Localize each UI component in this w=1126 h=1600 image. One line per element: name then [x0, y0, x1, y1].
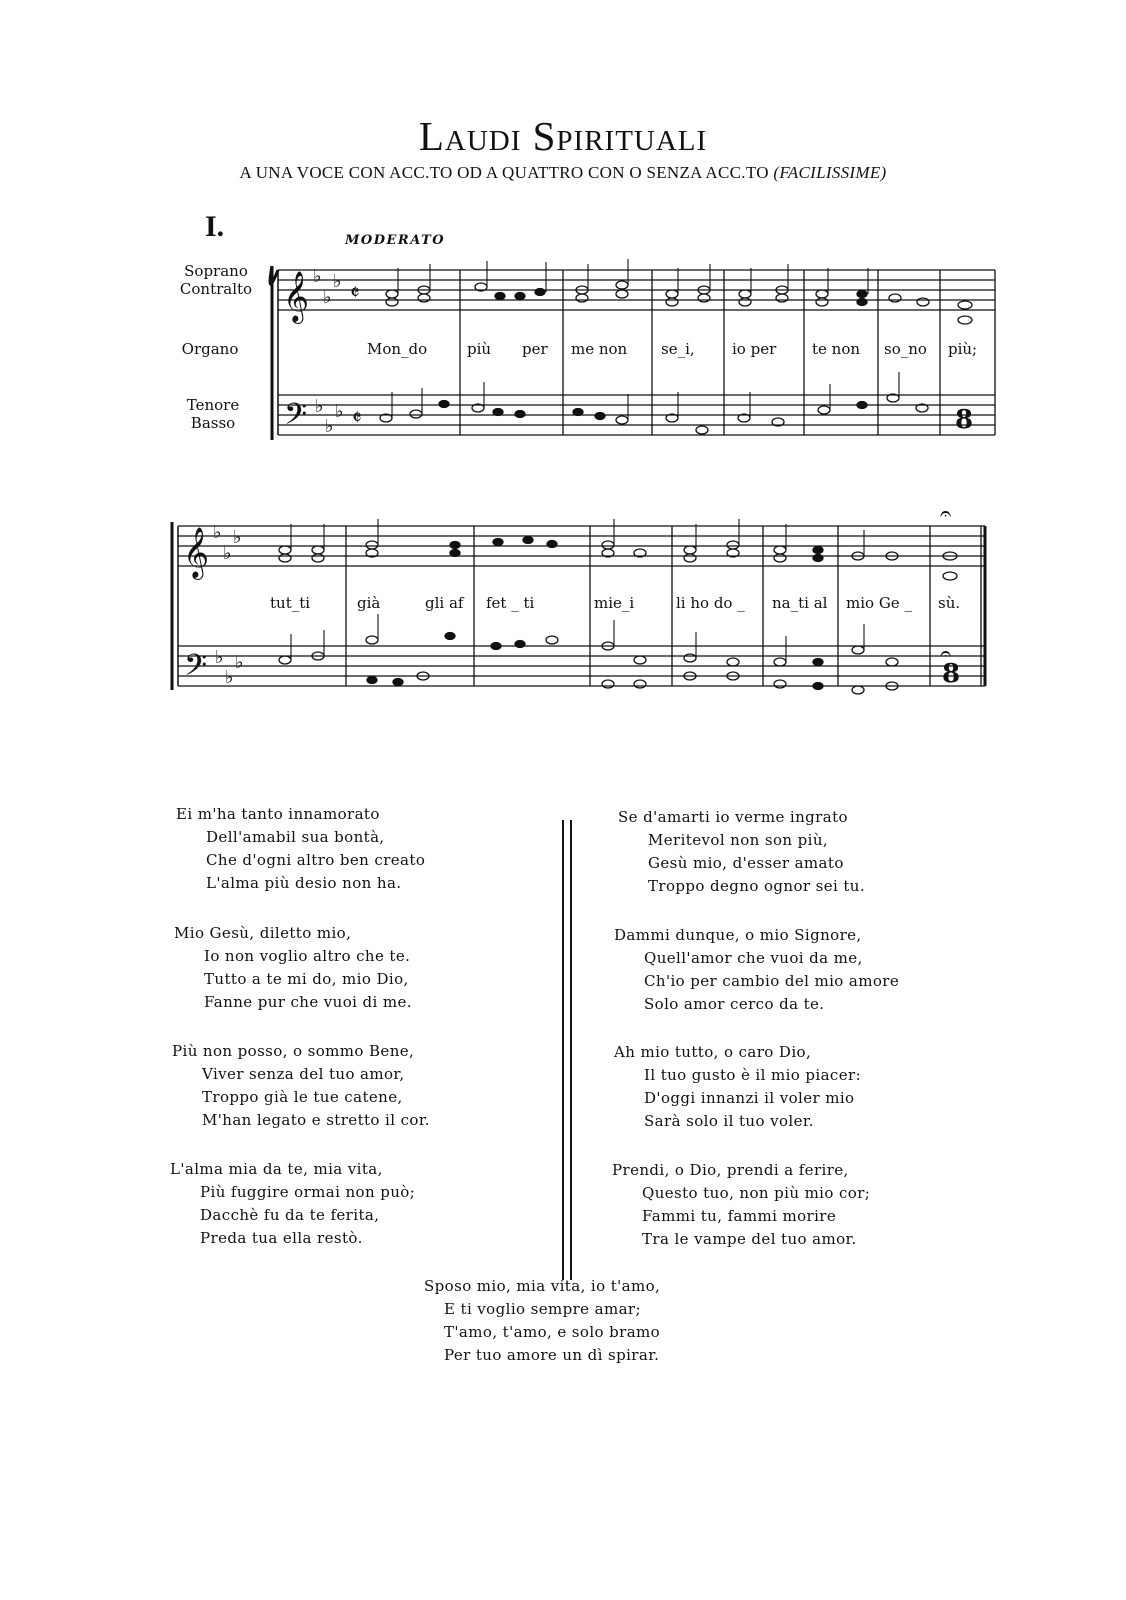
bass-clef-2: 𝄢	[184, 649, 208, 690]
verse-line: Dammi dunque, o mio Signore,	[614, 926, 862, 944]
verse-line: Preda tua ella restò.	[200, 1229, 363, 1247]
flat-4: ♭	[315, 396, 324, 417]
lyric-2-3: gli af	[425, 594, 464, 612]
lyric-2-4: fet _ ti	[486, 594, 535, 612]
flat-9: ♭	[233, 527, 242, 548]
verse-line: Ei m'ha tanto innamorato	[176, 805, 380, 823]
flat-6: ♭	[335, 401, 344, 422]
time-signature-2: 𝄵	[352, 406, 362, 431]
bass-staff-1	[278, 395, 995, 435]
verse-line: Io non voglio altro che te.	[204, 947, 411, 965]
final-chord-2: 8	[942, 659, 961, 689]
column-divider	[562, 820, 572, 1280]
fermata-bottom: 𝄐	[940, 641, 952, 665]
flat-3: ♭	[333, 271, 342, 292]
page-title: Laudi Spirituali	[418, 113, 708, 159]
stanza-right-2	[614, 924, 899, 1016]
label-contralto: Contralto	[179, 280, 253, 298]
music-score	[0, 0, 1126, 760]
verse-line: Questo tuo, non più mio cor;	[642, 1184, 871, 1202]
treble-staff-1	[278, 270, 995, 310]
subtitle-text: A UNA VOCE CON ACC.TO OD A QUATTRO CON O SENZA ACC.TO	[239, 163, 769, 182]
stanza-final	[424, 1275, 660, 1367]
verse-line: Troppo già le tue catene,	[202, 1088, 403, 1106]
verse-line: Viver senza del tuo amor,	[202, 1065, 405, 1083]
verse-line: M'han legato e stretto il cor.	[202, 1111, 430, 1129]
fermata-top: 𝄐	[940, 501, 952, 525]
verse-line: Ch'io per cambio del mio amore	[644, 972, 900, 990]
label-bass: Basso	[190, 414, 236, 432]
verse-line: Dacchè fu da te ferita,	[200, 1206, 380, 1224]
subtitle-italic: (FACILISSIME)	[773, 163, 887, 182]
lyric-2-7: na_ti al	[772, 594, 828, 612]
verse-line: Fanne pur che vuoi di me.	[204, 993, 412, 1011]
verse-line: Dell'amabil sua bontà,	[206, 828, 385, 846]
final-chord-1: 8	[955, 405, 974, 435]
stanza-right-1	[618, 806, 865, 898]
verse-line: Ah mio tutto, o caro Dio,	[614, 1043, 812, 1061]
verse-line: L'alma mia da te, mia vita,	[170, 1160, 383, 1178]
label-organ: Organo	[181, 340, 239, 358]
flat-8: ♭	[223, 543, 232, 564]
lyric-1-8: so_no	[884, 340, 927, 358]
lyric-1-7: te non	[812, 340, 861, 358]
verse-line: Il tuo gusto è il mio piacer:	[644, 1066, 862, 1084]
verse-line: Sarà solo il tuo voler.	[644, 1112, 814, 1130]
verse-line: Troppo degno ognor sei tu.	[648, 877, 866, 895]
stanza-left-1	[176, 803, 425, 895]
flat-12: ♭	[235, 652, 244, 673]
verse-line: Più fuggire ormai non può;	[200, 1183, 416, 1201]
verse-line: Tra le vampe del tuo amor.	[642, 1230, 857, 1248]
verse-line: Che d'ogni altro ben creato	[206, 851, 426, 869]
lyric-1-4: me non	[571, 340, 628, 358]
flat-2: ♭	[323, 287, 332, 308]
label-soprano: Soprano	[184, 262, 248, 280]
verse-line: Prendi, o Dio, prendi a ferire,	[612, 1161, 849, 1179]
verse-line: T'amo, t'amo, e solo bramo	[444, 1323, 661, 1341]
verse-line: Solo amor cerco da te.	[644, 995, 825, 1013]
stanza-left-3	[172, 1040, 430, 1132]
stanza-right-4	[612, 1159, 870, 1251]
flat-10: ♭	[215, 647, 224, 668]
verse-line: Fammi tu, fammi morire	[642, 1207, 837, 1225]
stanza-right-3	[614, 1041, 861, 1133]
verse-line: Sposo mio, mia vita, io t'amo,	[424, 1277, 661, 1295]
lyric-1-5: se_i,	[661, 340, 695, 358]
lyric-1-9: più;	[948, 340, 978, 358]
verse-line: Per tuo amore un dì spirar.	[444, 1346, 660, 1364]
stanza-left-2	[174, 922, 412, 1014]
time-signature-1: 𝄵	[350, 281, 360, 306]
flat-5: ♭	[325, 416, 334, 437]
lyric-1-6: io per	[732, 340, 777, 358]
lyric-2-1: tut_ti	[270, 594, 311, 612]
flat-1: ♭	[313, 266, 322, 287]
piece-number: I.	[205, 210, 225, 243]
lyric-2-8: mio Ge _	[846, 594, 912, 612]
verse-line: Se d'amarti io verme ingrato	[618, 808, 848, 826]
lyric-2-9: sù.	[938, 594, 961, 612]
lyric-2-2: già	[357, 594, 381, 612]
flat-7: ♭	[213, 522, 222, 543]
lyric-1-2: più	[467, 340, 492, 358]
verse-line: Tutto a te mi do, mio Dio,	[204, 970, 409, 988]
brace-1	[270, 266, 278, 440]
verse-line: E ti voglio sempre amar;	[444, 1300, 641, 1318]
verse-line: Gesù mio, d'esser amato	[648, 854, 844, 872]
lyric-2-6: li ho do _	[676, 594, 745, 612]
flat-11: ♭	[225, 667, 234, 688]
lyric-2-5: mie_i	[594, 594, 635, 612]
verse-line: Meritevol non son più,	[648, 831, 829, 849]
verse-line: D'oggi innanzi il voler mio	[644, 1089, 855, 1107]
verse-line: Più non posso, o sommo Bene,	[172, 1042, 415, 1060]
label-tenor: Tenore	[186, 396, 240, 414]
treble-clef-1: 𝄞	[283, 271, 310, 322]
verse-line: Quell'amor che vuoi da me,	[644, 949, 863, 967]
tempo-marking: MODERATO	[345, 233, 446, 248]
lyric-1-1: Mon_do	[367, 340, 428, 358]
treble-clef-2: 𝄞	[183, 527, 210, 578]
verse-line: L'alma più desio non ha.	[206, 874, 402, 892]
lyric-1-3: per	[522, 340, 548, 358]
bass-clef-1: 𝄢	[284, 398, 308, 439]
verse-line: Mio Gesù, diletto mio,	[174, 924, 352, 942]
stanza-left-4	[170, 1158, 415, 1250]
